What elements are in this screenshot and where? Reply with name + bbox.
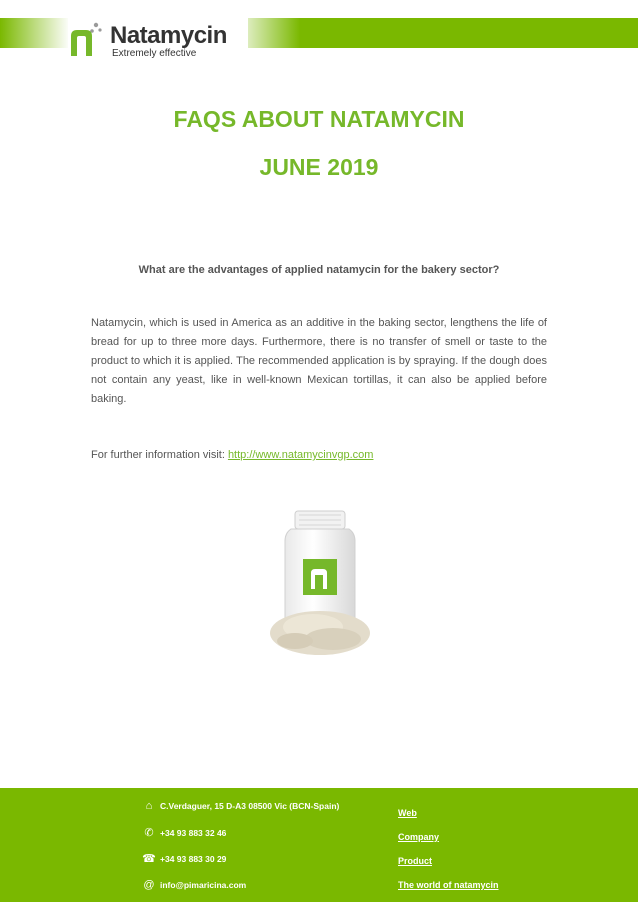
fax-icon: ☎: [142, 853, 156, 865]
faq-answer: Natamycin, which is used in America as an additive in the baking sector, lengthens the life of bread for up to three more days. Furthermore, there is no transfer of smell or taste to the product to which it is applied. The recommended application is by spraying. If the dough does not contain any yeast, like in well-known Mexican tortillas, it can also be applied before baking.: [91, 317, 547, 405]
footer-link-web[interactable]: Web: [398, 808, 417, 818]
product-image: [265, 507, 375, 665]
home-icon: ⌂: [145, 800, 153, 812]
further-info-label: For further information visit:: [91, 449, 228, 461]
footer-address: [142, 800, 339, 812]
faq-question: What are the advantages of applied natamycin for the bakery sector?: [138, 264, 500, 276]
footer-fax: [142, 852, 226, 865]
footer-link-product[interactable]: Product: [398, 856, 433, 866]
website-link[interactable]: http://www.natamycinvgp.com: [227, 449, 374, 461]
footer: [0, 788, 638, 902]
footer-link-company[interactable]: Company: [398, 832, 440, 842]
email-icon: @: [143, 879, 155, 891]
brand-logo[interactable]: [68, 8, 248, 60]
footer-link-world[interactable]: The world of natamycin: [398, 880, 499, 890]
footer-email-text[interactable]: info@pimaricina.com: [160, 880, 247, 890]
phone-icon: ✆: [144, 827, 154, 839]
footer-fax-text: +34 93 883 30 29: [160, 853, 227, 864]
page-title: FAQS ABOUT NATAMYCIN: [173, 106, 465, 132]
footer-phone: [142, 826, 226, 839]
page-date: JUNE 2019: [259, 154, 379, 180]
brand-tagline: Extremely effective: [112, 48, 197, 59]
brand-name: Natamycin: [110, 22, 227, 49]
further-info: [91, 449, 373, 461]
footer-phone-text: +34 93 883 32 46: [160, 827, 227, 838]
footer-address-text: C.Verdaguer, 15 D-A3 08500 Vic (BCN-Spain): [160, 801, 340, 811]
footer-email[interactable]: [142, 879, 246, 891]
logo-mark-icon: [68, 22, 102, 56]
